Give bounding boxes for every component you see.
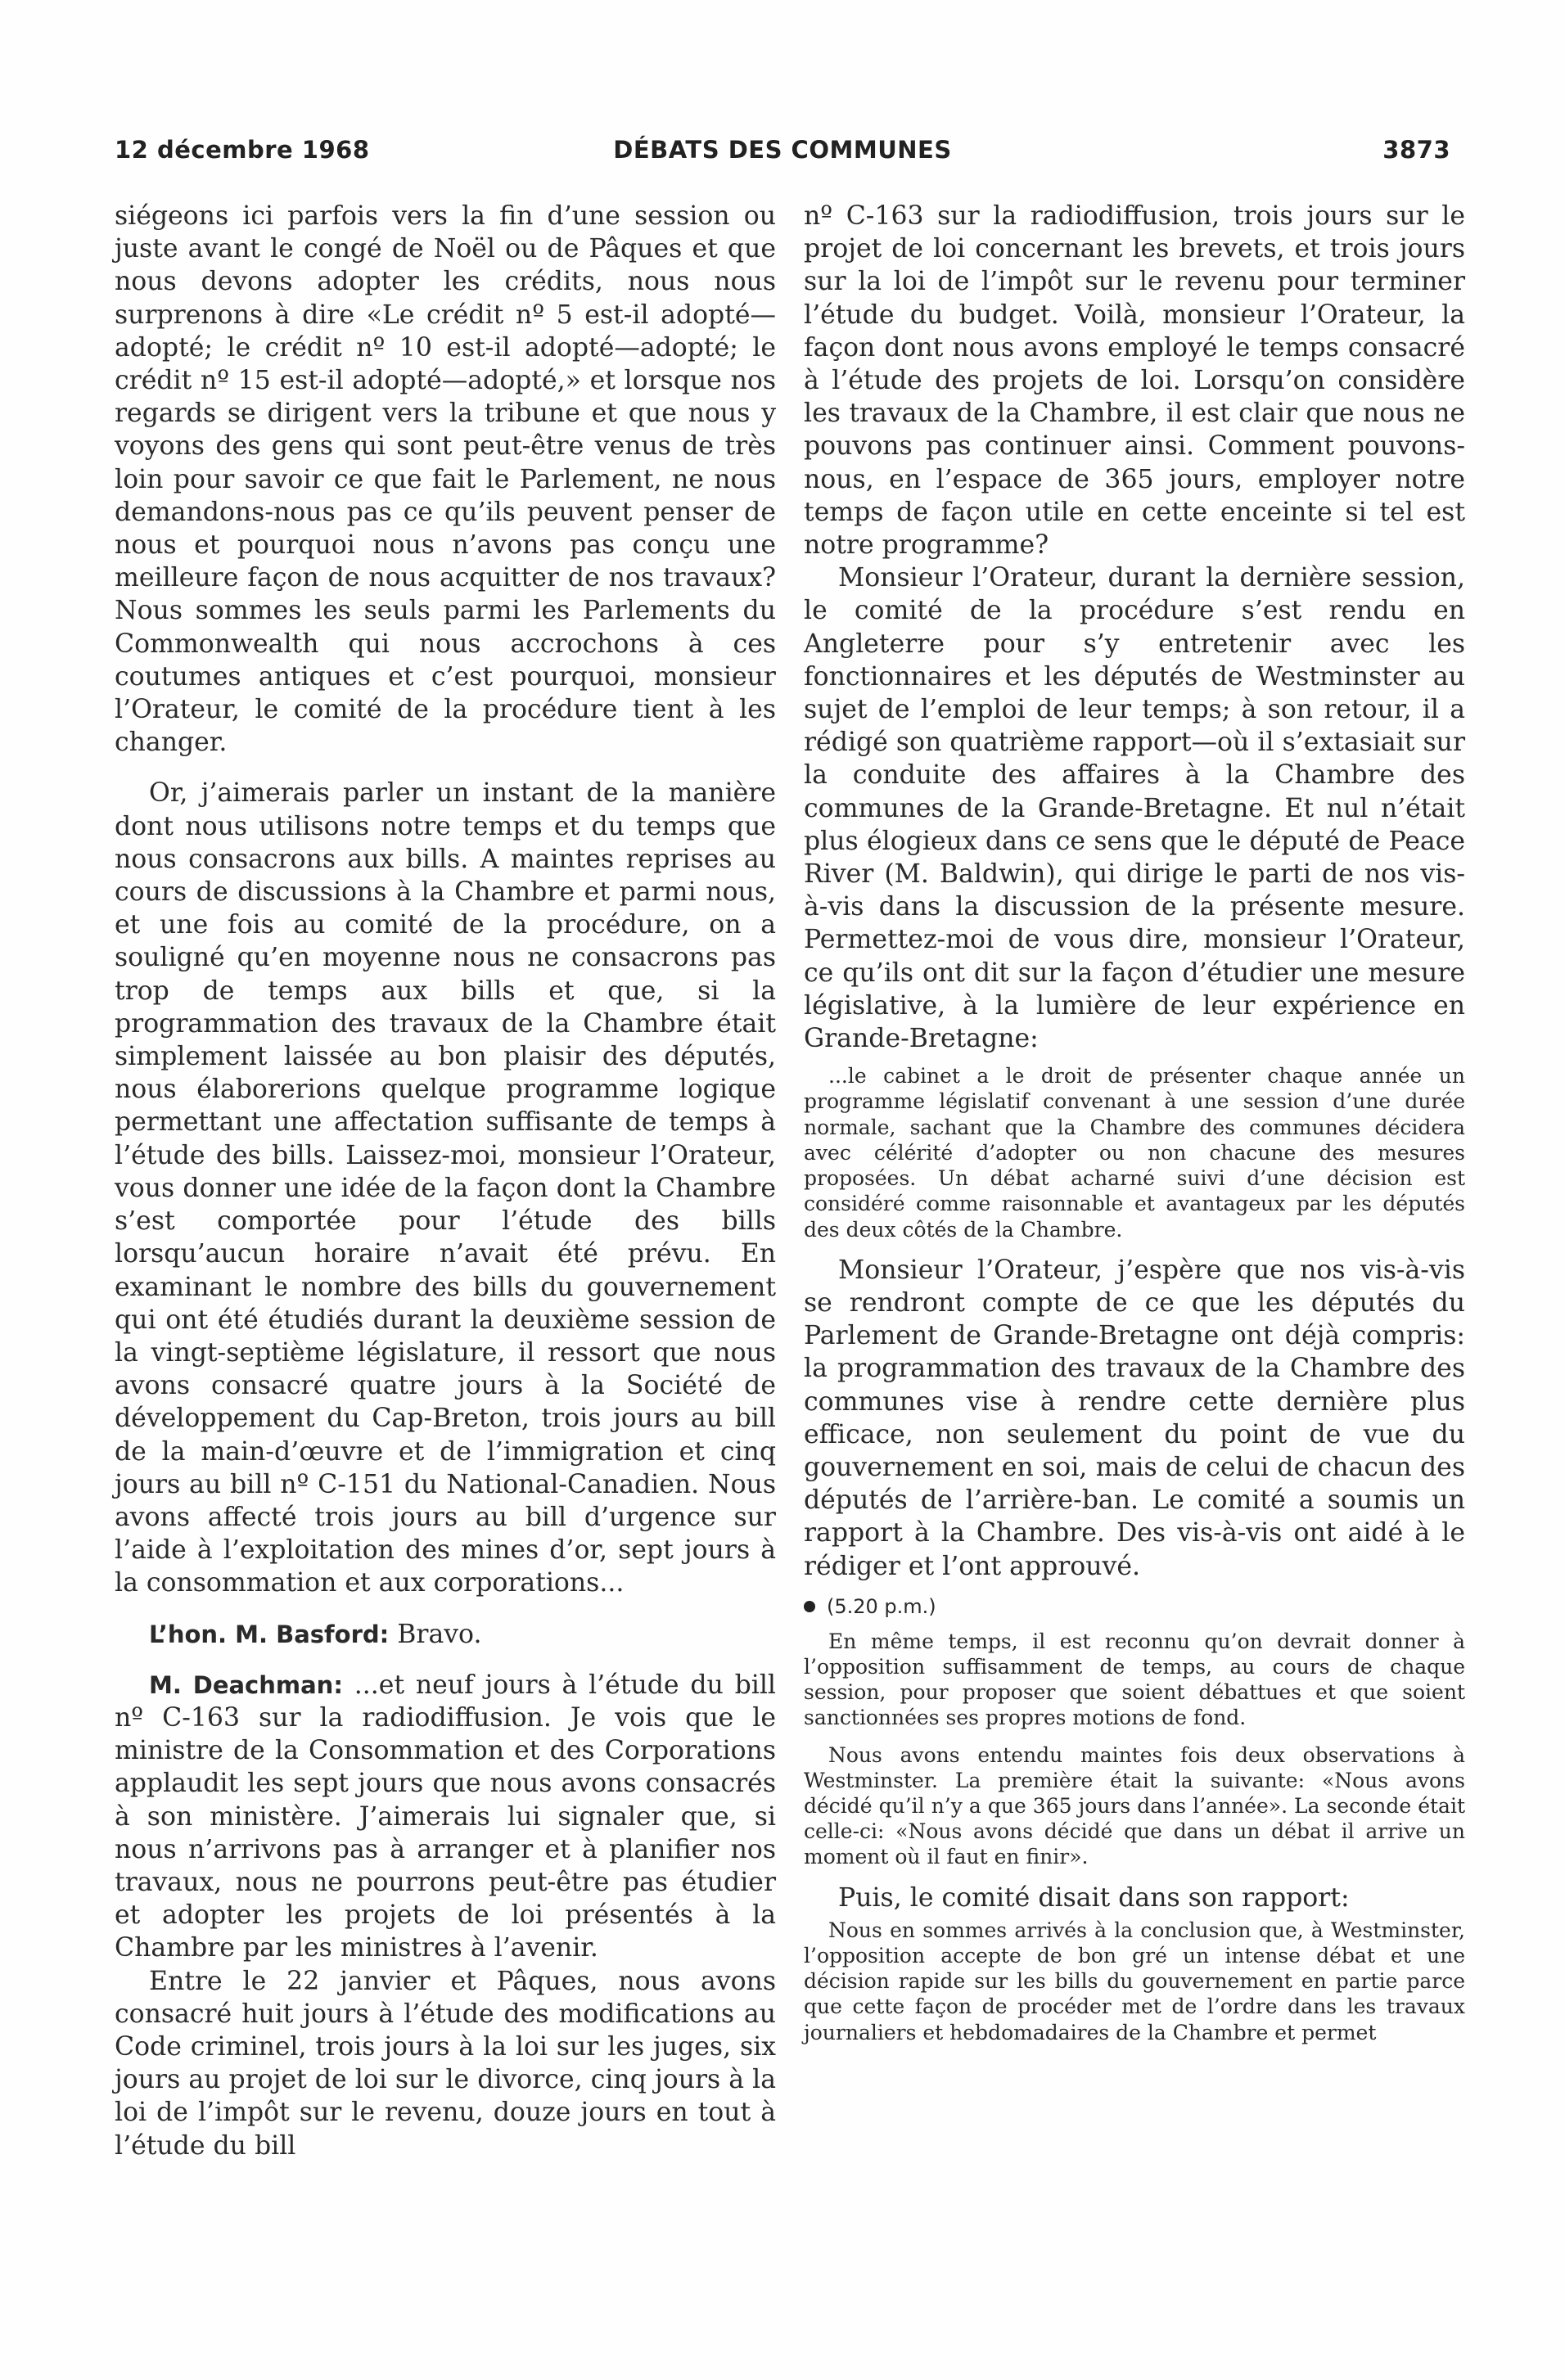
- time-text: (5.20 p.m.): [827, 1594, 936, 1618]
- bullet-icon: [804, 1601, 815, 1612]
- block-quote: [804, 1629, 1465, 1870]
- page-header: [115, 136, 1450, 172]
- paragraph: Or, j’aimerais parler un instant de la manière dont nous utilisons notre temps et du temps que nous consacrons aux bills. A maintes reprises au cours de discussions à la Chambre et parmi nous, et une fois au comité de la procédure, on a souligné qu’en moyenne nous ne consacrons pas trop de temps aux bills et que, si la programmation des travaux de la Chambre était simplement laissée au bon plaisir des députés, nous élaborerions quelque programme logique permettant une affectation suffisante de temps à l’étude des bills. Laissez-moi, monsieur l’Orateur, vous donner une idée de la façon dont la Chambre s’est comportée pour l’étude des bills lorsqu’aucun horaire n’avait été prévu. En examinant le nombre des bills du gouvernement qui ont été étudiés durant la deuxième session de la vingt-septième législature, il ressort que nous avons consacré quatre jours à la Société de développement du Cap-Breton, trois jours au bill de la main-d’œuvre et de l’immigration et cinq jours au bill nº C-151 du National-Canadien. Nous avons affecté trois jours au bill d’urgence sur l’aide à l’exploitation des mines d’or, sept jours à la consommation et aux corporations...: [115, 778, 776, 1598]
- header-title: DÉBATS DES COMMUNES: [613, 136, 952, 164]
- left-column: [115, 200, 776, 2162]
- speaker-name: L’hon. M. Basford:: [149, 1620, 390, 1648]
- speech-basford: [115, 1618, 776, 1651]
- paragraph: Monsieur l’Orateur, j’espère que nos vis-à-vis se rendront compte de ce que les députés du Parlement de Grande-Bretagne ont déjà compris: la programmation des travaux de la Chambre des communes vise à rendre cette dernière plus efficace, non seulement du point de vue du gouvernement en soi, mais de celui de chacun des députés de l’arrière-ban. Le comité a soumis un rapport à la Chambre. Des vis-à-vis ont aidé à le rédiger et l’ont approuvé.: [804, 1255, 1465, 1581]
- paragraph: Monsieur l’Orateur, durant la dernière session, le comité de la procédure s’est rendu en Angleterre pour s’y entretenir avec les fonctionnaires et les députés de Westminster au sujet de l’emploi de leur temps; à son retour, il a rédigé son quatrième rapport—où il s’extasiait sur la conduite des affaires à la Chambre des communes de la Grande-Bretagne. Et nul n’était plus élogieux dans ce sens que le député de Peace River (M. Baldwin), qui dirige le parti de nos vis-à-vis dans la discussion de la présente mesure. Permettez-moi de vous dire, monsieur l’Orateur, ce qu’ils ont dit sur la façon d’étudier une mesure législative, à la lumière de leur expérience en Grande-Bretagne:: [804, 563, 1465, 1054]
- time-marker: [804, 1593, 1465, 1620]
- paragraph: siégeons ici parfois vers la fin d’une session ou juste avant le congé de Noël ou de Pâques et que nous devons adopter les crédits, nous nous surprenons à dire «Le crédit nº 5 est-il adopté—adopté; le crédit nº 10 est-il adopté—adopté; le crédit nº 15 est-il adopté—adopté,» et lorsque nos regards se dirigent vers la tribune et que nous y voyons des gens qui sont peut-être venus de très loin pour savoir ce que fait le Parlement, ne nous demandons-nous pas ce qu’ils peuvent penser de nous et pourquoi nous n’avons pas conçu une meilleure façon de nous acquitter de nos travaux? Nous sommes les seuls parmi les Parlements du Commonwealth qui nous accrochons à ces coutumes antiques et c’est pourquoi, monsieur l’Orateur, le comité de la procédure tient à les changer.: [115, 201, 776, 758]
- speech-text: Bravo.: [389, 1619, 482, 1649]
- block-quote: [804, 1918, 1465, 2045]
- speech-text: ...et neuf jours à l’étude du bill nº C-163 sur la radiodiffusion. Je vois que le ministre de la Consommation et des Corporations applaudit les sept jours que nous avons consacrés à son ministère. J’aimerais lui signaler que, si nous n’arrivons pas à arranger et à planifier nos travaux, nous ne pourrons peut-être pas étudier et adopter les projets de loi présentés à la Chambre par les ministres à l’avenir.: [115, 1670, 776, 1963]
- quote-text: En même temps, il est reconnu qu’on devrait donner à l’opposition suffisamment de temps, au cours de chaque session, pour proposer que soient débattues et que soient sanctionnées ses propres motions de fond.: [804, 1629, 1465, 1730]
- paragraph: Entre le 22 janvier et Pâques, nous avons consacré huit jours à l’étude des modifications au Code criminel, trois jours à la loi sur les juges, six jours au projet de loi sur le divorce, cinq jours à la loi de l’impôt sur le revenu, douze jours en tout à l’étude du bill: [115, 1966, 776, 2161]
- right-column: [804, 200, 1465, 2057]
- block-quote: [804, 1063, 1465, 1242]
- quote-text: Nous en sommes arrivés à la conclusion que, à Westminster, l’opposition accepte de bon gré un intense débat et une décision rapide sur les bills du gouvernement en partie parce que cette façon de procéder met de l’ordre dans les travaux journaliers et hebdomadaires de la Chambre et permet: [804, 1918, 1465, 2044]
- header-date: 12 décembre 1968: [115, 136, 370, 164]
- page-number: 3873: [1382, 136, 1450, 164]
- quote-text: ...le cabinet a le droit de présenter chaque année un programme législatif convenant à une session d’une durée normale, sachant que la Chambre des communes décidera avec célérité d’adopter ou non chacune des mesures proposées. Un débat acharné suivi d’une décision est considéré comme raisonnable et avantageux par les députés des deux côtés de la Chambre.: [804, 1064, 1465, 1242]
- speaker-name: M. Deachman:: [149, 1670, 343, 1699]
- paragraph: Puis, le comité disait dans son rapport:: [838, 1882, 1350, 1913]
- paragraph: nº C-163 sur la radiodiffusion, trois jours sur le projet de loi concernant les brevets, et trois jours sur la loi de l’impôt sur le revenu pour terminer l’étude du budget. Voilà, monsieur l’Orateur, la façon dont nous avons employé le temps consacré à l’étude des projets de loi. Lorsqu’on considère les travaux de la Chambre, il est clair que nous ne pouvons pas continuer ainsi. Comment pouvons-nous, en l’espace de 365 jours, employer notre temps de façon utile en cette enceinte si tel est notre programme?: [804, 201, 1465, 561]
- speech-deachman: [115, 1669, 776, 1965]
- quote-text: Nous avons entendu maintes fois deux observations à Westminster. La première était la suivante: «Nous avons décidé qu’il n’y a que 365 jours dans l’année». La seconde était celle-ci: «Nous avons décidé que dans un débat il arrive un moment où il faut en finir».: [804, 1742, 1465, 1869]
